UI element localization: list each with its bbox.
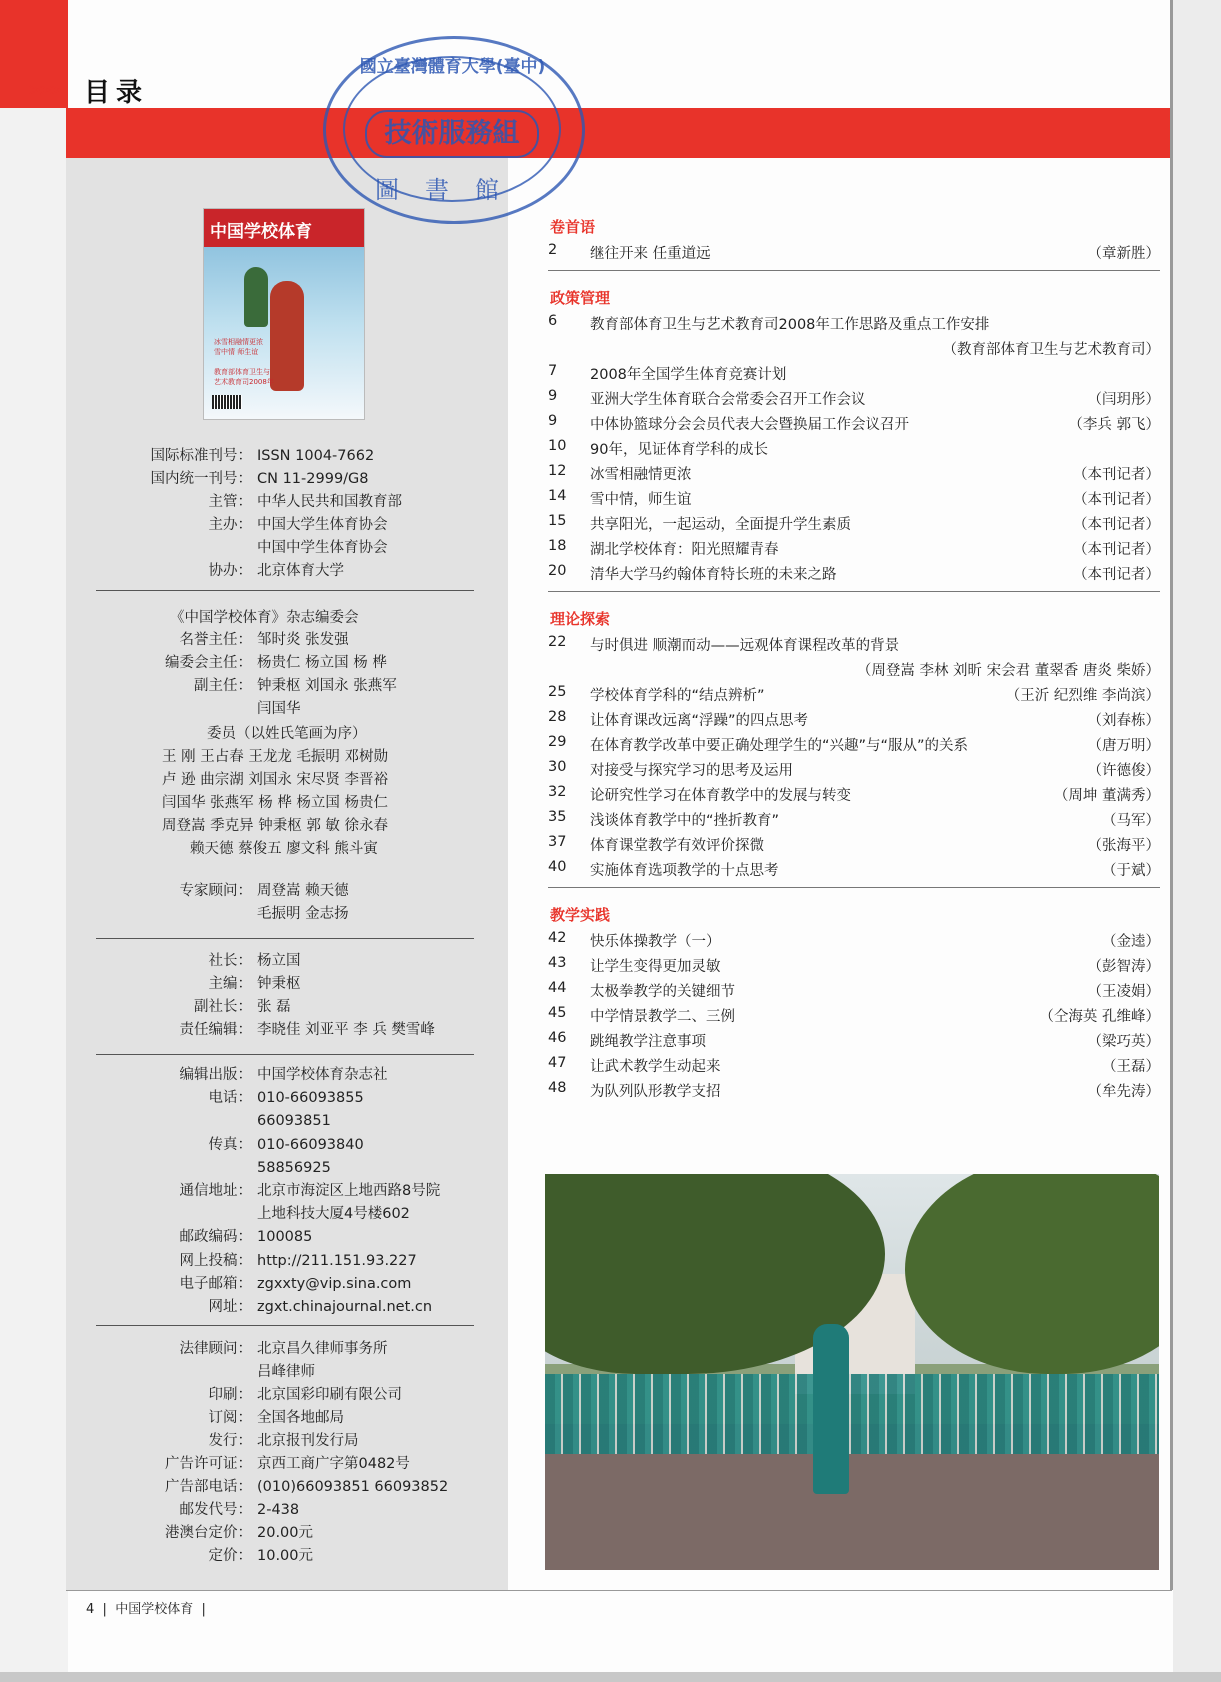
info-label: 印刷： — [208, 1387, 252, 1403]
header-red-bar — [66, 108, 1172, 158]
left-edge — [0, 0, 68, 1682]
footer-journal-name: 中国学校体育 — [115, 1602, 194, 1617]
info-value: 中国中学生体育协会 — [257, 540, 388, 556]
page-footer — [86, 1598, 206, 1617]
toc-divider — [548, 887, 1160, 888]
cover-figure-skier — [244, 267, 268, 327]
toc-author: （本刊记者） — [1073, 567, 1160, 583]
toc-entry[interactable] — [548, 313, 1160, 335]
toc-entry[interactable] — [548, 513, 1160, 535]
member-row: 周登嵩 季克异 钟秉枢 郭 敏 徐永春 — [162, 818, 389, 834]
info-value: zgxt.chinajournal.net.cn — [257, 1299, 433, 1315]
toc-author: （彭智涛） — [1087, 959, 1160, 975]
info-value: 北京市海淀区上地西路8号院 — [257, 1183, 441, 1199]
toc-entry[interactable] — [548, 930, 1160, 952]
toc-author: （牟先涛） — [1087, 1084, 1160, 1100]
toc-entry[interactable] — [548, 488, 1160, 510]
toc-divider — [548, 270, 1160, 271]
toc-author: （马军） — [1102, 813, 1160, 829]
toc-entry[interactable] — [548, 538, 1160, 560]
board-role-value: 邹时炎 张发强 — [257, 632, 349, 648]
toc-section-title: 卷首语 — [550, 218, 596, 236]
toc-page-number: 12 — [548, 463, 567, 479]
toc-page-number: 2 — [548, 242, 558, 258]
info-label: 电话： — [208, 1090, 252, 1107]
toc-author: （唐万明） — [1087, 738, 1160, 754]
toc-page-number: 7 — [548, 363, 558, 379]
toc-entry[interactable] — [548, 684, 1160, 706]
advisor-value: 周登嵩 赖天德 — [257, 883, 349, 899]
toc-page-number: 22 — [548, 634, 567, 650]
staff-value: 李晓佳 刘亚平 李 兵 樊雪峰 — [257, 1022, 435, 1038]
board-title: 《中国学校体育》杂志编委会 — [170, 610, 359, 626]
toc-article-title: 跳绳教学注意事项 — [590, 1034, 706, 1050]
board-role-value: 杨贵仁 杨立国 杨 桦 — [257, 655, 387, 671]
advisor-value: 毛振明 金志扬 — [257, 906, 349, 922]
toc-author: （王凌娟） — [1087, 984, 1160, 1000]
info-value: 010-66093855 — [257, 1090, 364, 1107]
toc-article-title: 湖北学校体育：阳光照耀青春 — [590, 542, 779, 558]
toc-entry[interactable] — [548, 388, 1160, 410]
info-label: 法律顾问： — [179, 1341, 252, 1357]
staff-value: 钟秉枢 — [257, 976, 301, 992]
info-value: 京西工商广字第0482号 — [257, 1456, 410, 1472]
toc-article-title: 为队列队形教学支招 — [590, 1084, 721, 1100]
toc-author: （于斌） — [1102, 863, 1160, 879]
toc-divider — [548, 591, 1160, 592]
toc-page-number: 9 — [548, 388, 558, 404]
toc-page-number: 14 — [548, 488, 567, 504]
separator — [96, 938, 474, 939]
toc-article-title: 教育部体育卫生与艺术教育司2008年工作思路及重点工作安排 — [590, 317, 990, 333]
toc-article-title: 亚洲大学生体育联合会常委会召开工作会议 — [590, 392, 866, 408]
cover-title: 中国学校体育 — [210, 222, 312, 242]
info-label: 定价： — [208, 1548, 252, 1564]
footer-line — [66, 1590, 1172, 1591]
info-value: 北京体育大学 — [257, 563, 344, 579]
info-label: 电子邮箱： — [179, 1275, 252, 1292]
chevron-icon: >>> — [28, 80, 60, 99]
toc-author: （周坤 董满秀） — [1053, 788, 1160, 804]
toc-article-title: 90年，见证体育学科的成长 — [590, 442, 768, 458]
toc-page-number: 46 — [548, 1030, 567, 1046]
cover-figure-child — [270, 281, 304, 391]
toc-article-title: 与时俱进 顺潮而动——远观体育课程改革的背景 — [590, 638, 900, 654]
board-role-label: 副主任： — [194, 678, 252, 694]
info-value: 2-438 — [257, 1502, 300, 1518]
cover-text-line: 雪中情 师生谊 — [214, 348, 259, 356]
info-value: 北京昌久律师事务所 — [257, 1341, 388, 1357]
staff-value: 杨立国 — [257, 953, 301, 969]
info-label: 协办： — [208, 563, 252, 579]
toc-entry[interactable] — [548, 980, 1160, 1002]
member-row: 王 刚 王占春 王龙龙 毛振明 邓树勋 — [162, 749, 389, 765]
toc-page-number: 15 — [548, 513, 567, 529]
toc-section-title: 教学实践 — [550, 906, 611, 924]
info-value: 中国大学生体育协会 — [257, 517, 388, 533]
toc-article-title: 论研究性学习在体育教学中的发展与转变 — [590, 788, 851, 804]
toc-article-title: 体育课堂教学有效评价探微 — [590, 838, 764, 854]
info-value: (010)66093851 66093852 — [257, 1479, 449, 1495]
toc-entry[interactable] — [548, 809, 1160, 831]
info-label: 国际标准刊号： — [150, 448, 252, 464]
cover-text-line: 冰雪相融情更浓 — [214, 338, 263, 346]
info-value: 100085 — [257, 1229, 313, 1246]
toc-entry[interactable] — [548, 413, 1160, 435]
staff-label: 副社长： — [194, 999, 252, 1015]
toc-author: （许德俊） — [1087, 763, 1160, 779]
toc-page-number: 28 — [548, 709, 567, 725]
info-value: 58856925 — [257, 1159, 331, 1176]
info-label: 网址： — [208, 1299, 252, 1315]
info-value: 010-66093840 — [257, 1136, 364, 1153]
toc-entry[interactable] — [548, 438, 1160, 460]
info-value: 66093851 — [257, 1113, 331, 1130]
toc-page-number: 29 — [548, 734, 567, 750]
info-value: 北京报刊发行局 — [257, 1433, 359, 1449]
school-exercise-photo — [545, 1174, 1159, 1570]
info-value: 中国学校体育杂志社 — [257, 1067, 388, 1083]
info-label: 邮发代号： — [179, 1502, 252, 1518]
stamp-bottom-text: 圖書館 — [375, 176, 525, 204]
toc-entry[interactable] — [548, 955, 1160, 977]
toc-page-number: 47 — [548, 1055, 567, 1071]
info-label: 主办： — [208, 517, 252, 533]
info-value: http://211.151.93.227 — [257, 1252, 417, 1269]
toc-author: （教育部体育卫生与艺术教育司） — [942, 342, 1160, 358]
staff-label: 责任编辑： — [179, 1022, 252, 1038]
toc-article-title: 2008年全国学生体育竞赛计划 — [590, 367, 787, 383]
toc-author: （本刊记者） — [1073, 542, 1160, 558]
info-value: zgxxty@vip.sina.com — [257, 1275, 412, 1292]
member-row: 赖天德 蔡俊五 廖文科 熊斗寅 — [190, 841, 378, 857]
info-value: CN 11-2999/G8 — [257, 471, 369, 487]
toc-page-number: 42 — [548, 930, 567, 946]
toc-entry[interactable] — [548, 363, 1160, 385]
toc-entry[interactable] — [548, 834, 1160, 856]
board-role-value: 闫国华 — [257, 701, 301, 717]
right-margin — [1173, 0, 1221, 1682]
info-value: 上地科技大厦4号楼602 — [257, 1206, 410, 1223]
toc-article-title: 实施体育选项教学的十点思考 — [590, 863, 779, 879]
toc-entry[interactable] — [548, 1080, 1160, 1102]
toc-article-title: 太极拳教学的关键细节 — [590, 984, 735, 1000]
toc-entry[interactable] — [548, 709, 1160, 731]
toc-entry[interactable] — [548, 563, 1160, 585]
toc-entry[interactable] — [548, 1005, 1160, 1027]
info-value: 吕峰律师 — [257, 1364, 315, 1380]
member-row: 卢 逊 曲宗湖 刘国永 宋尽贤 李晋裕 — [162, 772, 389, 788]
toc-author: （刘春栋） — [1087, 713, 1160, 729]
photo-students — [545, 1374, 1159, 1454]
info-label: 通信地址： — [179, 1183, 252, 1199]
toc-page-number: 18 — [548, 538, 567, 554]
toc-entry[interactable] — [548, 634, 1160, 656]
toc-entry[interactable] — [548, 1055, 1160, 1077]
footer-divider: | — [197, 1602, 206, 1617]
info-label: 港澳台定价： — [165, 1525, 252, 1541]
footer-divider: | — [98, 1602, 112, 1617]
info-label: 发行： — [208, 1433, 252, 1449]
separator — [96, 1054, 474, 1055]
toc-author: （章新胜） — [1087, 246, 1160, 262]
members-title: 委员（以姓氏笔画为序） — [207, 726, 367, 742]
toc-author: （周登嵩 李林 刘昕 宋会君 董翠香 唐炎 柴娇） — [856, 663, 1160, 679]
toc-section-title: 政策管理 — [550, 289, 611, 307]
info-label: 编辑出版： — [179, 1067, 252, 1083]
stamp-middle-text: 技術服務組 — [365, 110, 539, 158]
bottom-edge — [0, 1672, 1221, 1682]
toc-page-number: 37 — [548, 834, 567, 850]
toc-article-title: 快乐体操教学（一） — [590, 934, 721, 950]
toc-page-number: 35 — [548, 809, 567, 825]
toc-entry[interactable] — [548, 859, 1160, 881]
toc-author: （张海平） — [1087, 838, 1160, 854]
info-value: 10.00元 — [257, 1548, 314, 1564]
toc-page-number: 48 — [548, 1080, 567, 1096]
info-label: 邮政编码： — [179, 1229, 252, 1246]
toc-article-title: 中学情景教学二、三例 — [590, 1009, 735, 1025]
info-label: 国内统一刊号： — [150, 471, 252, 487]
toc-article-title: 清华大学马约翰体育特长班的未来之路 — [590, 567, 837, 583]
board-role-label: 名誉主任： — [179, 632, 252, 648]
toc-page-number: 10 — [548, 438, 567, 454]
toc-page-number: 20 — [548, 563, 567, 579]
toc-author: （梁巧英） — [1087, 1034, 1160, 1050]
board-role-value: 钟秉枢 刘国永 张燕军 — [257, 678, 397, 694]
toc-author: （仝海英 孔维峰） — [1039, 1009, 1160, 1025]
toc-entry[interactable] — [548, 759, 1160, 781]
toc-section-title: 理论探索 — [550, 610, 611, 628]
toc-article-title: 浅谈体育教学中的“挫折教育” — [590, 813, 780, 829]
barcode-icon — [212, 395, 242, 409]
info-label: 主管： — [208, 494, 252, 510]
toc-author: （本刊记者） — [1073, 492, 1160, 508]
toc-article-title: 雪中情，师生谊 — [590, 492, 692, 508]
info-value: 20.00元 — [257, 1525, 314, 1541]
toc-entry[interactable] — [548, 784, 1160, 806]
board-role-label: 编委会主任： — [165, 655, 252, 671]
page-title: 目录 — [84, 78, 149, 108]
toc-article-title: 中体协篮球分会会员代表大会暨换届工作会议召开 — [590, 417, 909, 433]
toc-page-number: 32 — [548, 784, 567, 800]
info-label: 传真： — [208, 1136, 252, 1153]
toc-article-title: 继往开来 任重道远 — [590, 246, 711, 262]
toc-page-number: 40 — [548, 859, 567, 875]
toc-article-title: 学校体育学科的“结点辨析” — [590, 688, 765, 704]
cover-thumbnail — [203, 208, 365, 420]
info-label: 订阅： — [208, 1410, 252, 1426]
info-value: 中华人民共和国教育部 — [257, 494, 402, 510]
toc-page-number: 25 — [548, 684, 567, 700]
stamp-top-text: 國立臺灣體育大學(臺中) — [359, 57, 546, 77]
info-value: 全国各地邮局 — [257, 1410, 344, 1426]
toc-page-number: 44 — [548, 980, 567, 996]
toc-entry[interactable] — [548, 463, 1160, 485]
info-value: ISSN 1004-7662 — [257, 448, 375, 464]
toc-page-number: 30 — [548, 759, 567, 775]
info-label: 网上投稿： — [179, 1252, 252, 1269]
toc-entry[interactable] — [548, 734, 1160, 756]
separator — [96, 590, 474, 591]
separator — [96, 1325, 474, 1326]
cover-text-line: 教育部体育卫生与 — [214, 368, 270, 376]
staff-label: 主编： — [208, 976, 252, 992]
advisor-label: 专家顾问： — [179, 883, 252, 899]
cover-text-line: 艺术教育司2008年 — [214, 378, 274, 386]
staff-value: 张 磊 — [257, 999, 291, 1015]
toc-article-title: 在体育教学改革中要正确处理学生的“兴趣”与“服从”的关系 — [590, 738, 969, 754]
info-value: 北京国彩印刷有限公司 — [257, 1387, 402, 1403]
toc-author: （王沂 纪烈维 李尚滨） — [1005, 688, 1160, 704]
toc-author: （王磊） — [1102, 1059, 1160, 1075]
toc-article-title: 共享阳光，一起运动，全面提升学生素质 — [590, 517, 851, 533]
toc-article-title: 让体育课改远离“浮躁”的四点思考 — [590, 713, 809, 729]
toc-article-title: 对接受与探究学习的思考及运用 — [590, 763, 793, 779]
toc-page-number: 6 — [548, 313, 558, 329]
member-row: 闫国华 张燕军 杨 桦 杨立国 杨贵仁 — [162, 795, 389, 811]
toc-author: （本刊记者） — [1073, 517, 1160, 533]
toc-author: （李兵 郭飞） — [1068, 417, 1160, 433]
toc-page-number: 43 — [548, 955, 567, 971]
toc-page-number: 45 — [548, 1005, 567, 1021]
info-label: 广告部电话： — [165, 1479, 252, 1495]
toc-entry[interactable] — [548, 1030, 1160, 1052]
toc-entry[interactable] — [548, 242, 1160, 264]
photo-lead-student — [813, 1324, 849, 1494]
toc-author: （闫玥彤） — [1087, 392, 1160, 408]
toc-page-number: 9 — [548, 413, 558, 429]
toc-article-title: 让学生变得更加灵敏 — [590, 959, 721, 975]
toc-article-title: 让武术教学生动起来 — [590, 1059, 721, 1075]
toc-author: （金逵） — [1102, 934, 1160, 950]
toc-article-title: 冰雪相融情更浓 — [590, 467, 692, 483]
page-number: 4 — [86, 1602, 95, 1617]
staff-label: 社长： — [208, 953, 252, 969]
toc-author: （本刊记者） — [1073, 467, 1160, 483]
info-label: 广告许可证： — [165, 1456, 252, 1472]
